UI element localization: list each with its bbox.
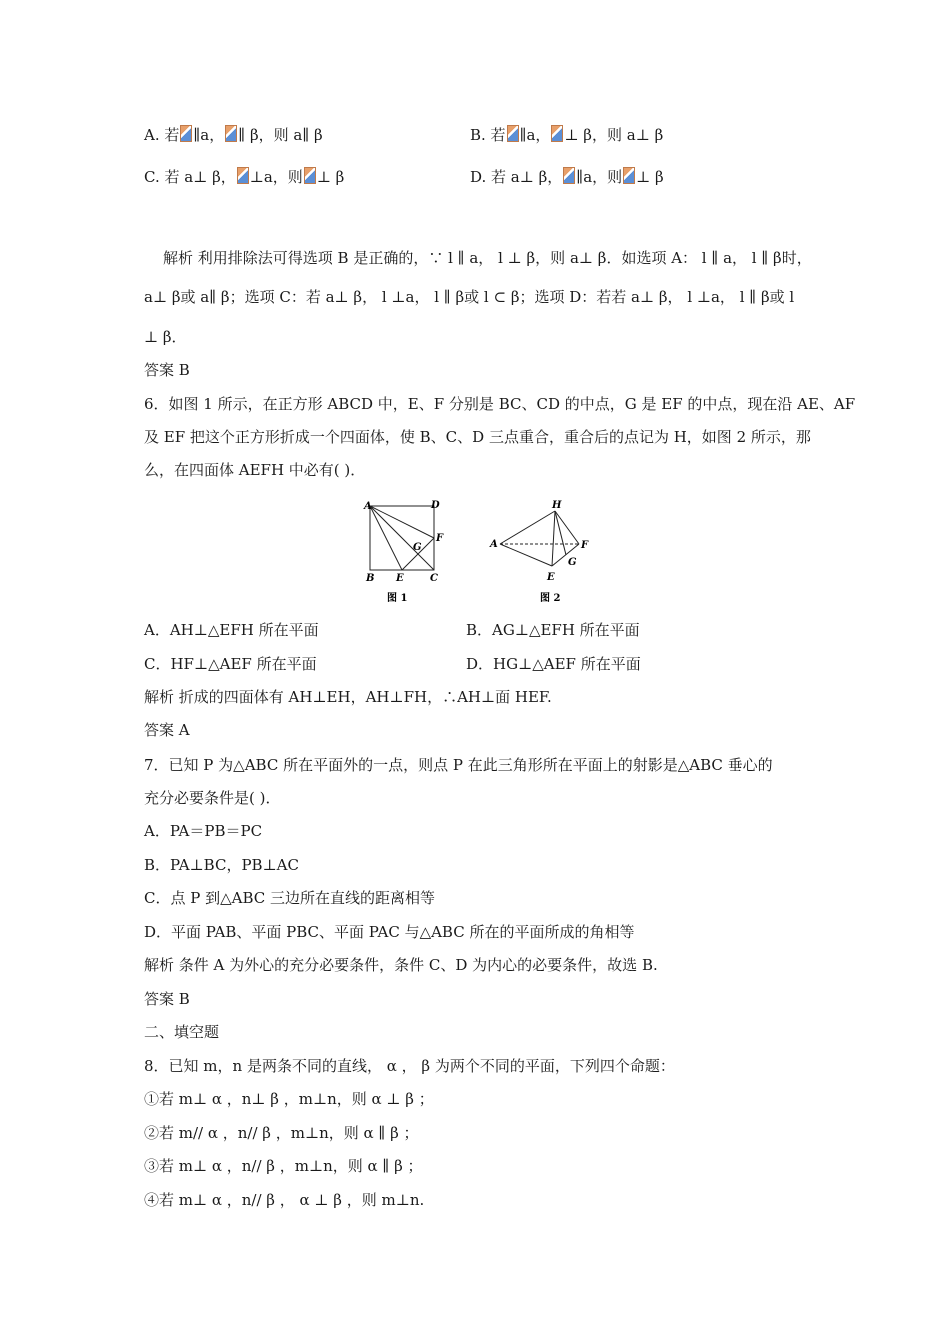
segment-hf — [555, 511, 579, 544]
q5-option-c-part1: C. 若 a⊥ β， — [144, 168, 236, 186]
segment-hg — [555, 511, 566, 555]
segment-ae-2 — [500, 544, 552, 566]
formula-image-icon — [225, 125, 237, 142]
q5-option-a — [144, 125, 323, 145]
q7-option-d: D．平面 PAB、平面 PBC、平面 PAC 与△ABC 所在的平面所成的角相等 — [144, 923, 635, 941]
segment-he — [552, 511, 555, 566]
segment-ae — [370, 506, 402, 570]
formula-image-icon — [304, 167, 316, 184]
q8-stem: 8．已知 m，n 是两条不同的直线， α ， β 为两个不同的平面，下列四个命题： — [144, 1057, 675, 1075]
fig2-label-e: E — [547, 572, 555, 583]
q6-stem-line1: 6．如图 1 所示，在正方形 ABCD 中，E、F 分别是 BC、CD 的中点，G 是 EF 的中点，现在沿 AE、AF — [144, 395, 856, 413]
q8-item-2: ②若 m// α ，n// β ，m⊥n，则 α ∥ β ； — [144, 1124, 419, 1142]
q5-option-b-part1: B. 若 — [470, 126, 506, 144]
q7-option-c: C．点 P 到△ABC 三边所在直线的距离相等 — [144, 889, 436, 907]
fig2-label-f: F — [581, 540, 589, 551]
q6-stem-line2: 及 EF 把这个正方形折成一个四面体，使 B、C、D 三点重合，重合后的点记为 H，如图 2 所示，那 — [144, 428, 811, 446]
q5-option-b-part2: ∥a， — [519, 126, 551, 144]
q5-option-c-part3: ⊥ β — [316, 168, 345, 186]
q6-figures — [350, 495, 610, 610]
q5-option-d-part1: D. 若 a⊥ β， — [470, 168, 563, 186]
q5-option-a-part1: A. 若 — [144, 126, 180, 144]
fig1-label-g: G — [413, 542, 422, 553]
q5-option-b — [470, 125, 663, 145]
q6-stem-line3: 么，在四面体 AEFH 中必有( )． — [144, 461, 366, 479]
q7-option-a: A．PA＝PB＝PC — [144, 822, 263, 840]
q6-option-a: A．AH⊥△EFH 所在平面 — [144, 621, 319, 639]
q5-option-d-part3: ⊥ β — [636, 168, 664, 186]
fig1-label-d: D — [431, 500, 440, 511]
formula-image-icon — [623, 167, 635, 184]
fig1-label-a: A — [364, 501, 372, 512]
fig1-label-e: E — [396, 573, 404, 584]
q5-analysis-line3: ⊥ β． — [144, 328, 187, 346]
q5-option-d — [470, 167, 664, 187]
segment-af — [370, 506, 434, 538]
q6-option-d: D．HG⊥△AEF 所在平面 — [466, 655, 641, 673]
q7-stem-line2: 充分必要条件是( )． — [144, 789, 281, 807]
segment-gc — [418, 554, 434, 570]
fig1-caption: 图 1 — [387, 593, 408, 604]
q6-answer: 答案 A — [144, 721, 190, 739]
q5-answer: 答案 B — [144, 361, 190, 379]
q6-analysis: 解析 折成的四面体有 AH⊥EH，AH⊥FH，∴AH⊥面 HEF. — [144, 688, 552, 706]
formula-image-icon — [237, 167, 249, 184]
fig2-label-h: H — [552, 500, 562, 511]
fig1-label-f: F — [436, 533, 444, 544]
fig2-label-g: G — [568, 557, 577, 568]
q5-option-c — [144, 167, 344, 187]
formula-image-icon — [563, 167, 575, 184]
segment-ah — [500, 511, 555, 544]
q5-option-a-part2: ∥a， — [193, 126, 225, 144]
section-fill-in-title: 二、填空题 — [144, 1023, 220, 1041]
formula-image-icon — [180, 125, 192, 142]
q7-analysis: 解析 条件 A 为外心的充分必要条件，条件 C、D 为内心的必要条件，故选 B. — [144, 956, 658, 974]
q8-item-1: ①若 m⊥ α ，n⊥ β ，m⊥n，则 α ⊥ β ； — [144, 1090, 434, 1108]
q5-option-d-part2: ∥a，则 — [576, 168, 623, 186]
fig1-label-b: B — [366, 573, 375, 584]
q7-option-b: B．PA⊥BC，PB⊥AC — [144, 856, 299, 874]
q6-option-b: B．AG⊥△EFH 所在平面 — [466, 621, 640, 639]
q7-answer: 答案 B — [144, 990, 190, 1008]
q8-item-3: ③若 m⊥ α ，n// β ，m⊥n，则 α ∥ β ； — [144, 1157, 423, 1175]
q5-option-b-part3: ⊥ β，则 a⊥ β — [564, 126, 664, 144]
fig2-caption: 图 2 — [540, 593, 561, 604]
fig2-label-a: A — [490, 539, 498, 550]
q5-analysis-line2: a⊥ β或 a∥ β；选项 C：若 a⊥ β， l ⊥a， l ∥ β或 l ⊂ β；选项 D：若若 a⊥ β， l ⊥a， l ∥ β或 l — [144, 288, 795, 306]
segment-ag — [370, 506, 418, 554]
formula-image-icon — [507, 125, 519, 142]
q5-option-c-part2: ⊥a，则 — [249, 168, 303, 186]
figure-1 — [370, 506, 434, 570]
geometry-figures-svg — [350, 495, 610, 610]
q5-option-a-part3: ∥ β，则 a∥ β — [238, 126, 323, 144]
q6-option-c: C．HF⊥△AEF 所在平面 — [144, 655, 317, 673]
q7-stem-line1: 7．已知 P 为△ABC 所在平面外的一点，则点 P 在此三角形所在平面上的射影是△ABC 垂心的 — [144, 756, 773, 774]
q8-item-4: ④若 m⊥ α ，n// β ， α ⊥ β ，则 m⊥n. — [144, 1191, 425, 1209]
formula-image-icon — [551, 125, 563, 142]
fig1-label-c: C — [430, 573, 438, 584]
q5-analysis-line1: 解析 利用排除法可得选项 B 是正确的，∵ l ∥ a， l ⊥ β，则 a⊥ β．如选项 A： l ∥ a， l ∥ β时， — [163, 249, 812, 267]
